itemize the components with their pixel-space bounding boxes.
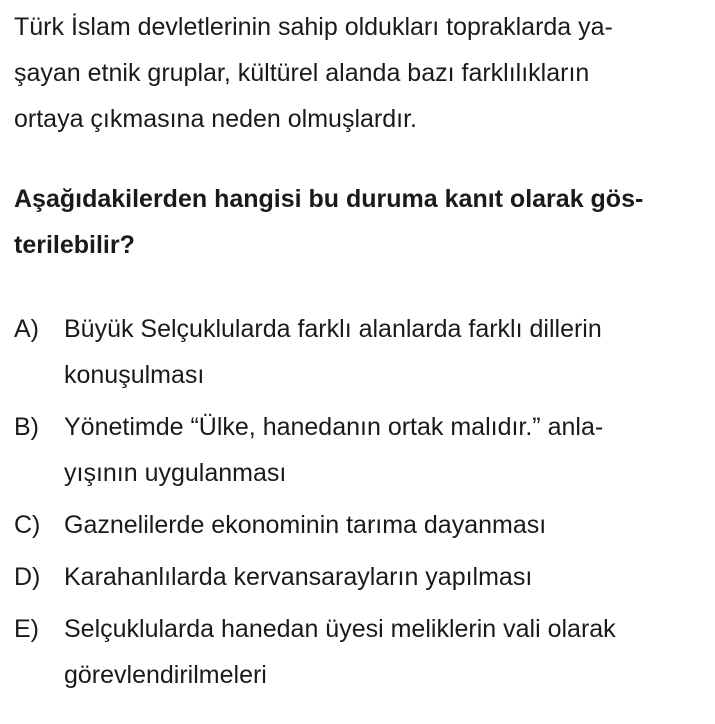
option-text: görevlendirilmeleri — [64, 661, 267, 689]
stem-line: şayan etnik gruplar, kültürel alanda bazı farklılıkların — [14, 59, 590, 87]
option-text: konuşulması — [64, 361, 205, 389]
prompt-line: Aşağıdakilerden hangisi bu duruma kanıt olarak gös- — [14, 185, 644, 213]
option-text: Karahanlılarda kervansarayların yapılması — [64, 563, 533, 591]
question-prompt — [14, 176, 704, 268]
option-d[interactable] — [14, 554, 704, 600]
option-c[interactable] — [14, 502, 704, 548]
option-text: Gaznelilerde ekonominin tarıma dayanması — [64, 511, 547, 539]
option-a[interactable] — [14, 306, 704, 398]
stem-line: ortaya çıkmasına neden olmuşlardır. — [14, 105, 417, 133]
option-text: Büyük Selçuklularda farklı alanlarda farklı dillerin — [64, 315, 602, 343]
answer-options — [14, 306, 704, 698]
option-b[interactable] — [14, 404, 704, 496]
question-stem — [14, 4, 704, 142]
question-page — [14, 0, 704, 704]
stem-line: Türk İslam devletlerinin sahip oldukları topraklarda ya- — [14, 13, 613, 41]
option-text: yışının uygulanması — [64, 459, 287, 487]
option-letter: B) — [14, 413, 39, 441]
option-e[interactable] — [14, 606, 704, 698]
option-letter: A) — [14, 315, 39, 343]
prompt-line: terilebilir? — [14, 231, 135, 259]
option-letter: D) — [14, 563, 41, 591]
option-text: Yönetimde “Ülke, hanedanın ortak malıdır.” anla- — [64, 413, 604, 441]
option-text: Selçuklularda hanedan üyesi meliklerin vali olarak — [64, 615, 616, 643]
option-letter: C) — [14, 511, 41, 539]
option-letter: E) — [14, 615, 39, 643]
